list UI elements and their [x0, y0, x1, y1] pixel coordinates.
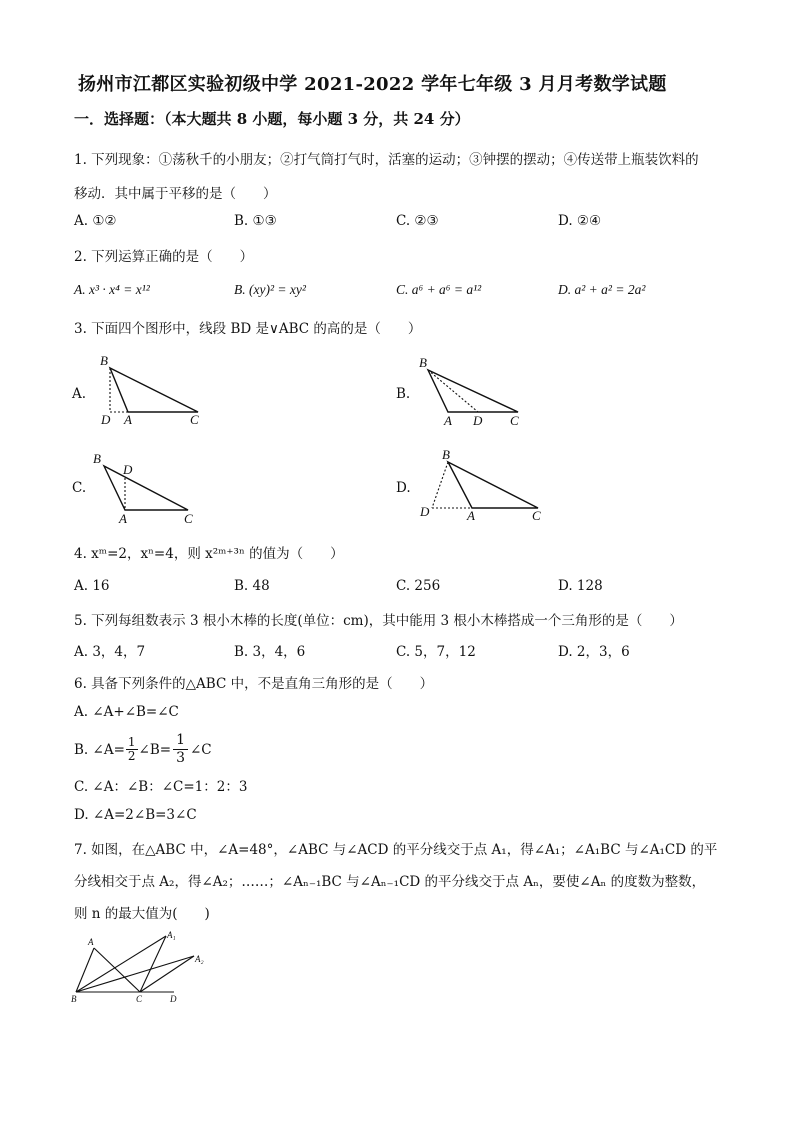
q3-label-c[interactable]: C. [72, 480, 87, 496]
q7-stem-line2: 分线相交于点 A₂，得∠A₂；……；∠Aₙ₋₁BC 与∠Aₙ₋₁CD 的平分线交于点 Aₙ，要使∠Aₙ 的度数为整数， [74, 874, 706, 890]
q6-stem: 6. 具备下列条件的△ABC 中，不是直角三角形的是（ ） [74, 676, 434, 692]
q4-option-c[interactable]: C. 256 [396, 578, 441, 594]
q3-figure-d [410, 442, 560, 528]
q3a-label-d: D [101, 412, 111, 427]
q7-stem-line1: 7. 如图，在△ABC 中，∠A=48°，∠ABC 与∠ACD 的平分线交于点 A₁，得∠A₁；∠A₁BC 与∠A₁CD 的平 [74, 842, 718, 858]
q3-figure-a [90, 350, 220, 430]
q7-label-a2: A₂ [195, 954, 204, 964]
q6b-prefix: B. ∠A= [74, 741, 125, 758]
q1-option-d[interactable]: D. ②④ [558, 213, 602, 229]
q6-option-b[interactable] [74, 732, 212, 767]
q3d-label-c: C [532, 508, 541, 523]
q4-option-d[interactable]: D. 128 [558, 578, 603, 594]
q4-stem: 4. xᵐ=2，xⁿ=4，则 x²ᵐ⁺³ⁿ 的值为（ ） [74, 546, 344, 562]
q7-stem-line3: 则 n 的最大值为( ) [74, 906, 210, 922]
q2-stem: 2. 下列运算正确的是（ ） [74, 249, 254, 265]
q1-option-b[interactable]: B. ①③ [234, 213, 277, 229]
q4-option-a[interactable]: A. 16 [74, 578, 110, 594]
q3b-label-c: C [510, 413, 519, 428]
q6b-denominator-1: 2 [127, 749, 136, 763]
q3-figure-c [90, 448, 220, 530]
section-heading: 一．选择题：（本大题共 8 小题，每小题 3 分，共 24 分） [74, 110, 470, 128]
q2-option-c[interactable]: C. a⁶ + a⁶ = a¹² [396, 282, 482, 297]
q2-option-d[interactable]: D. a² + a² = 2a² [558, 282, 646, 297]
q3b-label-b: B [419, 355, 427, 370]
q6-option-c[interactable]: C. ∠A：∠B：∠C=1：2：3 [74, 779, 248, 795]
q6b-middle: ∠B= [138, 741, 172, 758]
q6-option-a[interactable]: A. ∠A+∠B=∠C [74, 704, 179, 720]
q7-figure [66, 926, 226, 1008]
q3d-label-b: B [442, 447, 450, 462]
q3c-label-a: A [119, 511, 127, 526]
q3-label-b[interactable]: B. [396, 386, 411, 402]
q6b-fraction-2 [173, 732, 188, 767]
q3-figure-b [410, 350, 540, 430]
q1-stem-line2: 移动．其中属于平移的是（ ） [74, 186, 277, 202]
page-title: 扬州市江都区实验初级中学 2021-2022 学年七年级 3 月月考数学试题 [78, 74, 667, 95]
q5-option-a[interactable]: A. 3，4，7 [74, 644, 146, 660]
q6b-fraction-1 [126, 736, 138, 763]
q3a-label-a: A [124, 412, 132, 427]
q3b-label-a: A [444, 413, 452, 428]
q1-stem-line1: 1. 下列现象：①荡秋千的小朋友；②打气筒打气时，活塞的运动；③钟摆的摆动；④传送带上瓶装饮料的 [74, 152, 699, 168]
q5-option-b[interactable]: B. 3，4，6 [234, 644, 306, 660]
q4-option-b[interactable]: B. 48 [234, 578, 270, 594]
q6b-suffix: ∠C [190, 741, 212, 758]
q7-label-b: B [71, 994, 77, 1004]
q6b-numerator-2: 1 [173, 732, 188, 750]
q5-option-d[interactable]: D. 2，3，6 [558, 644, 630, 660]
q3d-label-a: A [467, 508, 475, 523]
q5-option-c[interactable]: C. 5，7，12 [396, 644, 476, 660]
q6b-denominator-2: 3 [176, 750, 185, 766]
q2-option-b[interactable]: B. (xy)² = xy² [234, 282, 306, 297]
q3c-label-d: D [123, 462, 133, 477]
q3c-label-b: B [93, 451, 101, 466]
q1-option-a[interactable]: A. ①② [74, 213, 117, 229]
q6b-numerator-1: 1 [127, 735, 136, 749]
q3d-label-d: D [420, 504, 430, 519]
q3-label-a[interactable]: A. [72, 386, 87, 402]
q7-label-c: C [136, 994, 143, 1004]
q2-option-a[interactable]: A. x³ · x⁴ = x¹² [74, 282, 150, 297]
q1-option-c[interactable]: C. ②③ [396, 213, 439, 229]
q3-label-d[interactable]: D. [396, 480, 411, 496]
q7-label-a: A [88, 937, 94, 947]
q6-option-d[interactable]: D. ∠A=2∠B=3∠C [74, 807, 197, 823]
q5-stem: 5. 下列每组数表示 3 根小木棒的长度(单位：cm)，其中能用 3 根小木棒搭成一个三角形的是（ ） [74, 613, 683, 629]
q7-label-a1: A₁ [167, 930, 176, 940]
q3c-label-c: C [184, 511, 193, 526]
q3-stem: 3. 下面四个图形中，线段 BD 是∨ABC 的高的是（ ） [74, 321, 422, 337]
q7-label-d: D [170, 994, 177, 1004]
q3a-label-b: B [100, 353, 108, 368]
q3a-label-c: C [190, 412, 199, 427]
q3b-label-d: D [473, 413, 483, 428]
